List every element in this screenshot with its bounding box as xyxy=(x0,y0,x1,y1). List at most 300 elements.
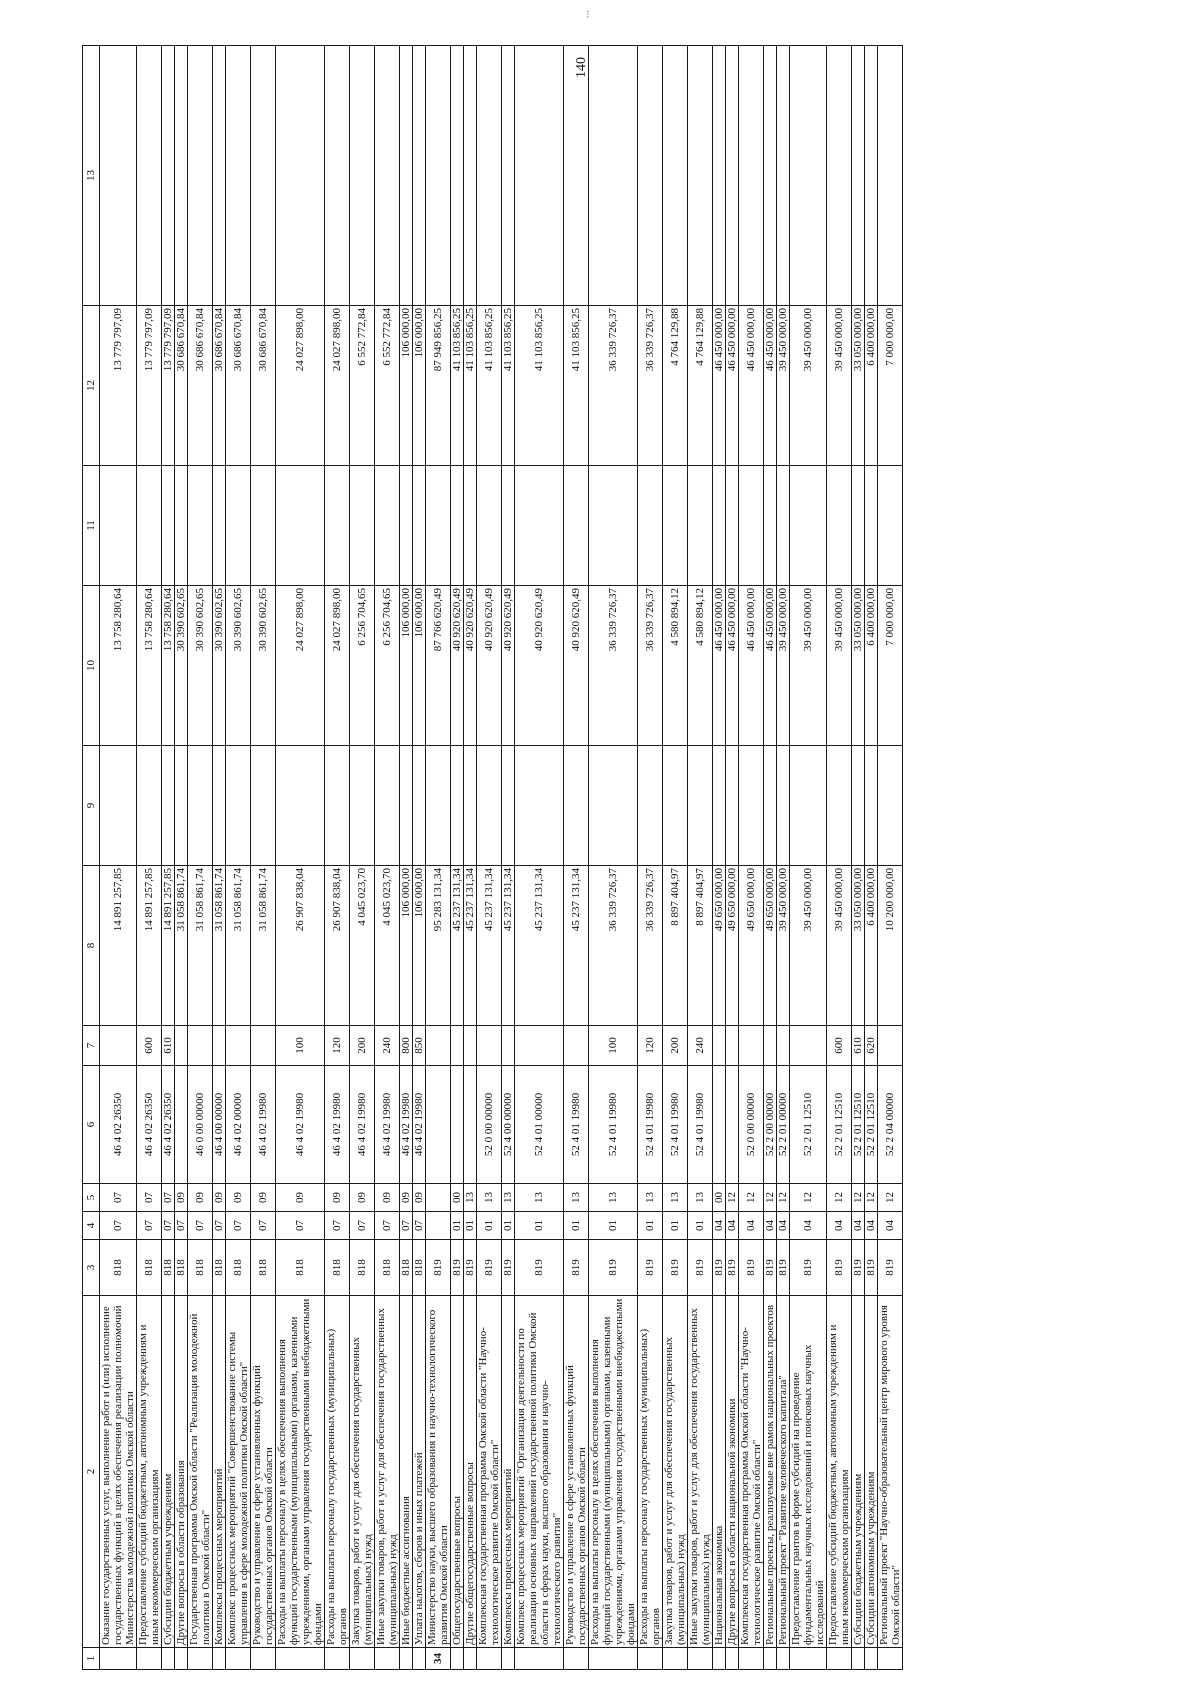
amount-col10: 46 450 000,00 xyxy=(726,586,739,746)
amount-col8: 39 450 000,00 xyxy=(790,866,827,1026)
amount-col9 xyxy=(764,746,777,866)
amount-col8: 36 339 726,37 xyxy=(638,866,663,1026)
amount-col13 xyxy=(502,46,515,306)
code-expense-type xyxy=(726,1026,739,1066)
amount-col10: 33 050 000,00 xyxy=(852,586,865,746)
amount-col13 xyxy=(589,46,638,306)
amount-col12: 36 339 726,37 xyxy=(589,306,638,466)
code-target-article: 52 4 01 19980 xyxy=(638,1066,663,1184)
amount-col11 xyxy=(878,466,903,586)
table-row xyxy=(226,46,251,1670)
row-index xyxy=(764,1648,777,1670)
amount-col13 xyxy=(375,46,400,306)
table-row xyxy=(589,46,638,1670)
row-index xyxy=(350,1648,375,1670)
amount-col9 xyxy=(464,746,477,866)
amount-col9 xyxy=(790,746,827,866)
amount-col10: 106 000,00 xyxy=(413,586,426,746)
amount-col9 xyxy=(213,746,226,866)
row-index xyxy=(852,1648,865,1670)
amount-col8: 106 000,00 xyxy=(400,866,413,1026)
amount-col8: 26 907 838,04 xyxy=(276,866,325,1026)
amount-col8: 45 237 131,34 xyxy=(564,866,589,1026)
code-target-article: 52 4 01 19980 xyxy=(589,1066,638,1184)
code-target-article xyxy=(464,1066,477,1184)
column-header-2: 2 xyxy=(83,1296,100,1648)
code-section: 04 xyxy=(878,1212,903,1240)
code-subsection: 12 xyxy=(739,1184,764,1212)
row-name: Государственная программа Омской области "Реализация молодежной политики в Омской области" xyxy=(188,1296,213,1648)
amount-col13 xyxy=(175,46,188,306)
row-name: Руководство и управление в сфере установленных функций государственных органов Омской области xyxy=(564,1296,589,1648)
table-row xyxy=(764,46,777,1670)
code-expense-type xyxy=(175,1026,188,1066)
amount-col9 xyxy=(502,746,515,866)
row-index xyxy=(188,1648,213,1670)
amount-col10: 4 580 894,12 xyxy=(663,586,688,746)
row-index xyxy=(276,1648,325,1670)
amount-col12: 24 027 898,00 xyxy=(276,306,325,466)
amount-col8: 14 891 257,85 xyxy=(137,866,162,1026)
code-expense-type xyxy=(878,1026,903,1066)
amount-col12: 24 027 898,00 xyxy=(325,306,350,466)
amount-col13 xyxy=(276,46,325,306)
amount-col10: 46 450 000,00 xyxy=(739,586,764,746)
code-target-article: 52 4 01 19980 xyxy=(688,1066,713,1184)
code-section: 01 xyxy=(515,1212,564,1240)
code-subsection: 00 xyxy=(713,1184,726,1212)
amount-col12: 39 450 000,00 xyxy=(827,306,852,466)
code-gov: 818 xyxy=(413,1240,426,1296)
code-target-article: 52 2 01 12510 xyxy=(790,1066,827,1184)
code-target-article: 46 4 02 19980 xyxy=(400,1066,413,1184)
row-index xyxy=(175,1648,188,1670)
amount-col13 xyxy=(426,46,451,306)
amount-col8: 10 200 000,00 xyxy=(878,866,903,1026)
amount-col12: 41 103 856,25 xyxy=(477,306,502,466)
amount-col9 xyxy=(852,746,865,866)
code-section: 04 xyxy=(777,1212,790,1240)
table-header xyxy=(83,46,100,1670)
amount-col11 xyxy=(413,466,426,586)
amount-col11 xyxy=(852,466,865,586)
row-index xyxy=(515,1648,564,1670)
code-target-article: 46 4 02 26350 xyxy=(100,1066,137,1184)
code-target-article: 52 2 04 00000 xyxy=(878,1066,903,1184)
row-name: Расходы на выплаты персоналу в целях обеспечения выполнения функций государственными (муниципальными) органами, казенными учреждениями, органами управления государственными внебюджетными фондами xyxy=(589,1296,638,1648)
amount-col10: 13 758 280,64 xyxy=(100,586,137,746)
code-subsection: 12 xyxy=(726,1184,739,1212)
code-gov: 819 xyxy=(726,1240,739,1296)
amount-col13 xyxy=(413,46,426,306)
table-row xyxy=(325,46,350,1670)
code-target-article xyxy=(451,1066,464,1184)
amount-col12: 13 779 797,09 xyxy=(137,306,162,466)
code-subsection: 09 xyxy=(325,1184,350,1212)
row-index xyxy=(413,1648,426,1670)
amount-col11 xyxy=(726,466,739,586)
amount-col13 xyxy=(325,46,350,306)
table-row xyxy=(426,46,451,1670)
amount-col9 xyxy=(162,746,175,866)
amount-col11 xyxy=(426,466,451,586)
amount-col12: 39 450 000,00 xyxy=(777,306,790,466)
code-target-article: 52 2 01 12510 xyxy=(827,1066,852,1184)
code-target-article: 52 4 00 00000 xyxy=(502,1066,515,1184)
amount-col8: 45 237 131,34 xyxy=(477,866,502,1026)
table-row xyxy=(477,46,502,1670)
amount-col10: 30 390 602,65 xyxy=(188,586,213,746)
amount-col10: 40 920 620,49 xyxy=(515,586,564,746)
row-index xyxy=(564,1648,589,1670)
code-gov: 818 xyxy=(375,1240,400,1296)
row-name: Оказание государственных услуг, выполнение работ и (или) исполнение государственных функций в целях обеспечения реализации полномочий Министерства молодежной политики Омской области xyxy=(100,1296,137,1648)
amount-col8: 31 058 861,74 xyxy=(251,866,276,1026)
row-name: Субсидии бюджетным учреждениям xyxy=(852,1296,865,1648)
amount-col10: 40 920 620,49 xyxy=(477,586,502,746)
amount-col8: 39 450 000,00 xyxy=(777,866,790,1026)
amount-col12: 13 779 797,09 xyxy=(100,306,137,466)
amount-col11 xyxy=(162,466,175,586)
row-name: Расходы на выплаты персоналу государственных (муниципальных) органов xyxy=(638,1296,663,1648)
amount-col9 xyxy=(175,746,188,866)
row-name: Региональный проект "Развитие человеческого капитала" xyxy=(777,1296,790,1648)
amount-col12: 39 450 000,00 xyxy=(790,306,827,466)
amount-col12: 6 552 772,84 xyxy=(350,306,375,466)
code-target-article: 52 4 01 19980 xyxy=(564,1066,589,1184)
amount-col10: 30 390 602,65 xyxy=(213,586,226,746)
code-subsection: 12 xyxy=(764,1184,777,1212)
code-gov: 819 xyxy=(589,1240,638,1296)
code-section: 07 xyxy=(162,1212,175,1240)
amount-col9 xyxy=(276,746,325,866)
code-expense-type xyxy=(790,1026,827,1066)
amount-col9 xyxy=(663,746,688,866)
row-name: Предоставление субсидий бюджетным, автономным учреждениям и иным некоммерческим организациям xyxy=(137,1296,162,1648)
amount-col9 xyxy=(865,746,878,866)
code-expense-type: 240 xyxy=(375,1026,400,1066)
code-gov: 818 xyxy=(251,1240,276,1296)
amount-col10: 30 390 602,65 xyxy=(251,586,276,746)
table-row xyxy=(276,46,325,1670)
column-header-7: 7 xyxy=(83,1026,100,1066)
code-subsection: 13 xyxy=(502,1184,515,1212)
amount-col12: 46 450 000,00 xyxy=(713,306,726,466)
amount-col12: 7 000 000,00 xyxy=(878,306,903,466)
code-gov: 819 xyxy=(878,1240,903,1296)
code-gov: 818 xyxy=(400,1240,413,1296)
code-expense-type xyxy=(515,1026,564,1066)
amount-col9 xyxy=(137,746,162,866)
amount-col13 xyxy=(764,46,777,306)
amount-col13 xyxy=(878,46,903,306)
code-gov: 819 xyxy=(515,1240,564,1296)
amount-col12: 106 000,00 xyxy=(400,306,413,466)
amount-col11 xyxy=(325,466,350,586)
amount-col9 xyxy=(477,746,502,866)
amount-col13 xyxy=(790,46,827,306)
amount-col10: 6 400 000,00 xyxy=(865,586,878,746)
table-row xyxy=(713,46,726,1670)
code-subsection: 13 xyxy=(589,1184,638,1212)
code-expense-type: 200 xyxy=(663,1026,688,1066)
scan-mark: ⁝ xyxy=(586,9,590,21)
amount-col12: 46 450 000,00 xyxy=(739,306,764,466)
amount-col9 xyxy=(188,746,213,866)
code-section: 04 xyxy=(827,1212,852,1240)
code-expense-type: 850 xyxy=(413,1026,426,1066)
column-header-12: 12 xyxy=(83,306,100,466)
amount-col11 xyxy=(276,466,325,586)
code-subsection: 13 xyxy=(663,1184,688,1212)
table-row xyxy=(777,46,790,1670)
code-subsection: 09 xyxy=(213,1184,226,1212)
column-header-11: 11 xyxy=(83,466,100,586)
table-row xyxy=(451,46,464,1670)
row-index xyxy=(777,1648,790,1670)
code-section: 07 xyxy=(100,1212,137,1240)
amount-col8: 4 045 023,70 xyxy=(350,866,375,1026)
row-index xyxy=(226,1648,251,1670)
amount-col9 xyxy=(226,746,251,866)
table-row xyxy=(464,46,477,1670)
row-name: Национальная экономика xyxy=(713,1296,726,1648)
amount-col11 xyxy=(226,466,251,586)
amount-col8: 49 650 000,00 xyxy=(713,866,726,1026)
amount-col12: 6 552 772,84 xyxy=(375,306,400,466)
amount-col8: 26 907 838,04 xyxy=(325,866,350,1026)
amount-col11 xyxy=(251,466,276,586)
code-section: 07 xyxy=(350,1212,375,1240)
row-name: Иные закупки товаров, работ и услуг для обеспечения государственных (муниципальных) нужд xyxy=(688,1296,713,1648)
row-index xyxy=(464,1648,477,1670)
table-row xyxy=(502,46,515,1670)
column-header-13: 13 xyxy=(83,46,100,306)
table-row xyxy=(827,46,852,1670)
table-row xyxy=(878,46,903,1670)
row-index xyxy=(638,1648,663,1670)
amount-col12: 36 339 726,37 xyxy=(638,306,663,466)
amount-col11 xyxy=(688,466,713,586)
table-row xyxy=(100,46,137,1670)
amount-col10: 40 920 620,49 xyxy=(464,586,477,746)
amount-col12: 13 779 797,09 xyxy=(162,306,175,466)
amount-col8: 33 050 000,00 xyxy=(852,866,865,1026)
table-row xyxy=(213,46,226,1670)
code-expense-type: 600 xyxy=(137,1026,162,1066)
code-gov: 819 xyxy=(713,1240,726,1296)
column-header-9: 9 xyxy=(83,746,100,866)
amount-col13 xyxy=(451,46,464,306)
header-row xyxy=(83,46,100,1670)
column-header-5: 5 xyxy=(83,1184,100,1212)
amount-col9 xyxy=(726,746,739,866)
column-header-6: 6 xyxy=(83,1066,100,1184)
table-row xyxy=(564,46,589,1670)
code-expense-type xyxy=(251,1026,276,1066)
amount-col12: 41 103 856,25 xyxy=(515,306,564,466)
code-gov: 819 xyxy=(638,1240,663,1296)
code-target-article: 46 4 02 19980 xyxy=(276,1066,325,1184)
amount-col13 xyxy=(226,46,251,306)
page-number: 140 xyxy=(574,57,589,78)
amount-col8: 31 058 861,74 xyxy=(175,866,188,1026)
amount-col9 xyxy=(451,746,464,866)
code-expense-type: 100 xyxy=(589,1026,638,1066)
amount-col10: 6 256 704,65 xyxy=(375,586,400,746)
table-row xyxy=(688,46,713,1670)
amount-col10: 30 390 602,65 xyxy=(226,586,251,746)
row-name: Региональный проект "Научно-образовательный центр мирового уровня Омской области" xyxy=(878,1296,903,1648)
code-target-article: 52 4 01 19980 xyxy=(663,1066,688,1184)
column-header-10: 10 xyxy=(83,586,100,746)
code-subsection xyxy=(426,1184,451,1212)
table-row xyxy=(251,46,276,1670)
amount-col10: 46 450 000,00 xyxy=(764,586,777,746)
code-subsection: 13 xyxy=(464,1184,477,1212)
table-row xyxy=(790,46,827,1670)
code-section: 01 xyxy=(688,1212,713,1240)
amount-col11 xyxy=(638,466,663,586)
code-expense-type: 200 xyxy=(350,1026,375,1066)
row-index xyxy=(502,1648,515,1670)
amount-col13 xyxy=(350,46,375,306)
amount-col11 xyxy=(477,466,502,586)
row-name: Иные закупки товаров, работ и услуг для обеспечения государственных (муниципальных) нужд xyxy=(375,1296,400,1648)
amount-col8: 14 891 257,85 xyxy=(162,866,175,1026)
row-name: Иные бюджетные ассигнования xyxy=(400,1296,413,1648)
amount-col12: 41 103 856,25 xyxy=(502,306,515,466)
code-section: 07 xyxy=(251,1212,276,1240)
code-expense-type xyxy=(739,1026,764,1066)
code-subsection: 09 xyxy=(400,1184,413,1212)
table-row xyxy=(413,46,426,1670)
amount-col11 xyxy=(713,466,726,586)
amount-col11 xyxy=(739,466,764,586)
amount-col13 xyxy=(100,46,137,306)
amount-col9 xyxy=(564,746,589,866)
amount-col8: 39 450 000,00 xyxy=(827,866,852,1026)
code-subsection: 13 xyxy=(515,1184,564,1212)
amount-col9 xyxy=(688,746,713,866)
code-gov: 819 xyxy=(777,1240,790,1296)
row-index: 34 xyxy=(426,1648,451,1670)
row-index xyxy=(878,1648,903,1670)
amount-col11 xyxy=(451,466,464,586)
row-name: Другие вопросы в области образования xyxy=(175,1296,188,1648)
row-name: Расходы на выплаты персоналу в целях обеспечения выполнения функций государственными (муниципальными) органами, казенными учреждениями, органами управления государственными внебюджетными фондами xyxy=(276,1296,325,1648)
amount-col12: 6 400 000,00 xyxy=(865,306,878,466)
code-section: 01 xyxy=(502,1212,515,1240)
amount-col8: 8 897 404,97 xyxy=(688,866,713,1026)
amount-col13 xyxy=(688,46,713,306)
code-subsection: 09 xyxy=(188,1184,213,1212)
code-target-article xyxy=(175,1066,188,1184)
amount-col11 xyxy=(400,466,413,586)
code-section: 01 xyxy=(663,1212,688,1240)
amount-col8: 8 897 404,97 xyxy=(663,866,688,1026)
row-index xyxy=(251,1648,276,1670)
row-index xyxy=(713,1648,726,1670)
amount-col9 xyxy=(375,746,400,866)
amount-col12: 30 686 670,84 xyxy=(213,306,226,466)
row-name: Другие вопросы в области национальной экономики xyxy=(726,1296,739,1648)
code-expense-type: 620 xyxy=(865,1026,878,1066)
code-gov: 819 xyxy=(790,1240,827,1296)
amount-col11 xyxy=(137,466,162,586)
amount-col13 xyxy=(865,46,878,306)
row-index xyxy=(739,1648,764,1670)
code-target-article: 52 0 00 00000 xyxy=(477,1066,502,1184)
code-section: 01 xyxy=(564,1212,589,1240)
amount-col8: 95 283 131,34 xyxy=(426,866,451,1026)
column-header-3: 3 xyxy=(83,1240,100,1296)
code-expense-type: 610 xyxy=(852,1026,865,1066)
row-index xyxy=(325,1648,350,1670)
table-row xyxy=(137,46,162,1670)
amount-col11 xyxy=(502,466,515,586)
amount-col13 xyxy=(188,46,213,306)
amount-col10: 87 766 620,49 xyxy=(426,586,451,746)
amount-col11 xyxy=(464,466,477,586)
amount-col13 xyxy=(251,46,276,306)
code-section: 07 xyxy=(413,1212,426,1240)
amount-col8: 36 339 726,37 xyxy=(589,866,638,1026)
amount-col9 xyxy=(589,746,638,866)
amount-col10: 40 920 620,49 xyxy=(502,586,515,746)
amount-col13 xyxy=(137,46,162,306)
code-target-article xyxy=(713,1066,726,1184)
amount-col11 xyxy=(790,466,827,586)
code-target-article: 46 4 02 26350 xyxy=(162,1066,175,1184)
code-section: 07 xyxy=(188,1212,213,1240)
code-target-article: 52 2 01 12510 xyxy=(865,1066,878,1184)
code-section: 01 xyxy=(477,1212,502,1240)
amount-col9 xyxy=(400,746,413,866)
code-expense-type: 800 xyxy=(400,1026,413,1066)
code-subsection: 07 xyxy=(137,1184,162,1212)
code-expense-type: 120 xyxy=(325,1026,350,1066)
code-section: 07 xyxy=(325,1212,350,1240)
table-row xyxy=(515,46,564,1670)
amount-col8: 4 045 023,70 xyxy=(375,866,400,1026)
amount-col13 xyxy=(162,46,175,306)
code-expense-type xyxy=(502,1026,515,1066)
budget-table xyxy=(82,45,903,1670)
row-name: Комплексная государственная программа Омской области "Научно-технологическое развитие Омской области" xyxy=(739,1296,764,1648)
amount-col10: 6 256 704,65 xyxy=(350,586,375,746)
code-gov: 818 xyxy=(350,1240,375,1296)
code-gov: 819 xyxy=(827,1240,852,1296)
code-subsection: 13 xyxy=(638,1184,663,1212)
row-name: Уплата налогов, сборов и иных платежей xyxy=(413,1296,426,1648)
amount-col10: 39 450 000,00 xyxy=(777,586,790,746)
code-expense-type: 610 xyxy=(162,1026,175,1066)
code-section: 04 xyxy=(739,1212,764,1240)
amount-col9 xyxy=(878,746,903,866)
amount-col13 xyxy=(777,46,790,306)
amount-col10: 7 000 000,00 xyxy=(878,586,903,746)
code-gov: 818 xyxy=(162,1240,175,1296)
code-section: 07 xyxy=(400,1212,413,1240)
amount-col13 xyxy=(726,46,739,306)
amount-col11 xyxy=(865,466,878,586)
amount-col13 xyxy=(477,46,502,306)
amount-col10: 40 920 620,49 xyxy=(564,586,589,746)
code-target-article: 46 4 00 00000 xyxy=(213,1066,226,1184)
code-gov: 818 xyxy=(226,1240,251,1296)
code-target-article: 46 4 02 19980 xyxy=(375,1066,400,1184)
